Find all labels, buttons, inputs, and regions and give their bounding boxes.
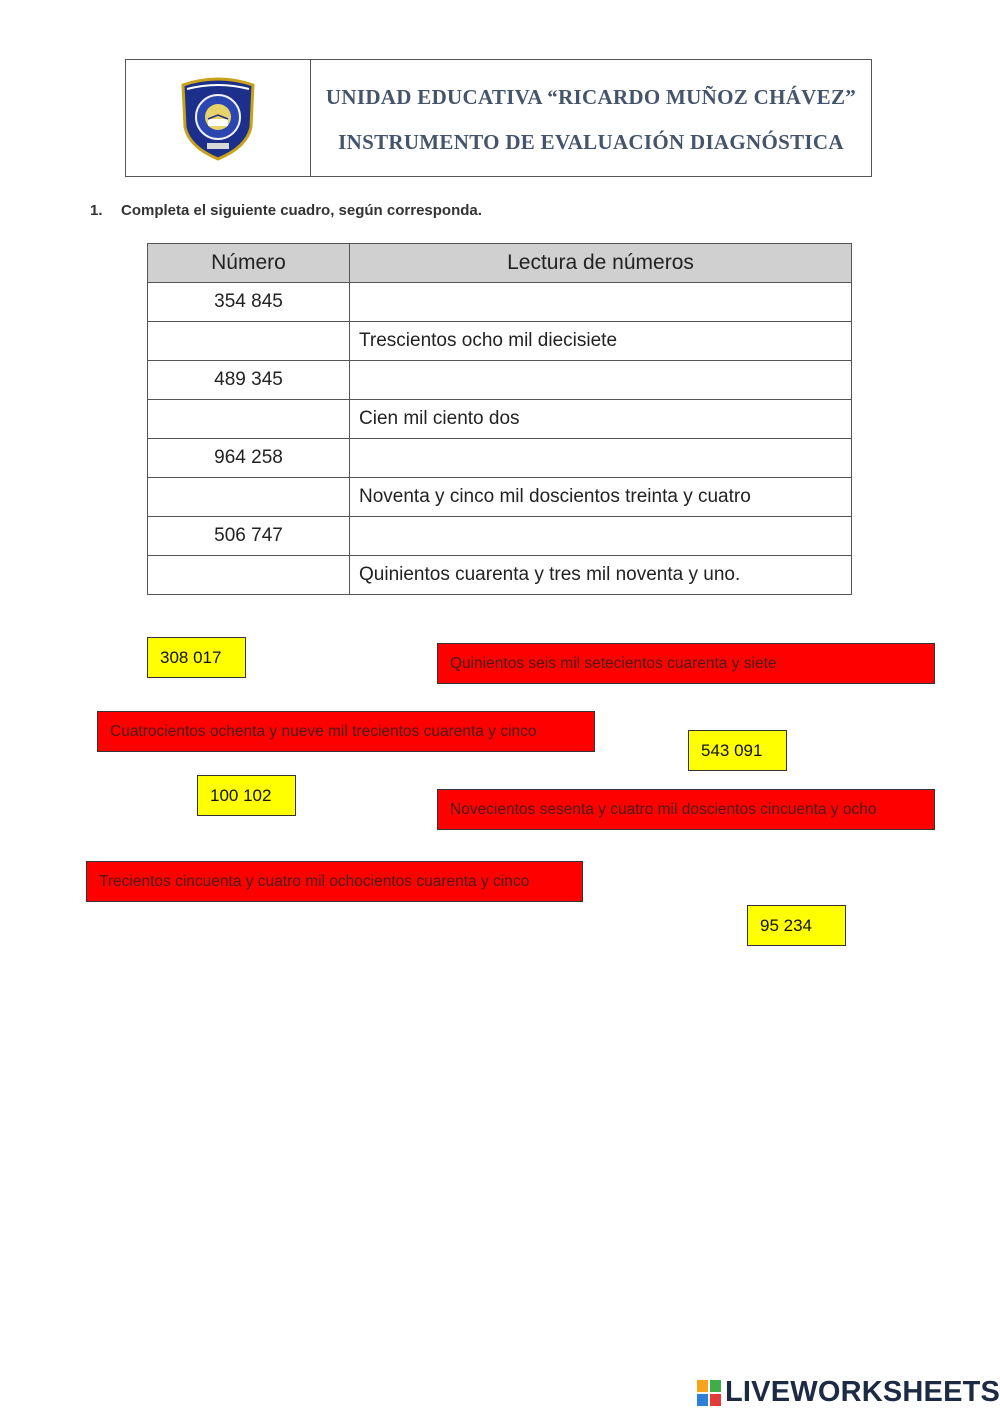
number-chip[interactable]: 95 234 <box>747 905 846 946</box>
brand-text: LIVEWORKSHEETS <box>725 1376 1000 1408</box>
header-number: Número <box>148 244 350 283</box>
number-chip[interactable]: 543 091 <box>688 730 787 771</box>
reading-cell[interactable] <box>350 361 852 400</box>
reading-chip[interactable]: Novecientos sesenta y cuatro mil doscientos cincuenta y ocho <box>437 789 935 830</box>
document-header <box>125 59 872 177</box>
instruction <box>90 202 482 219</box>
number-cell[interactable]: 964 258 <box>148 439 350 478</box>
table-row <box>148 283 852 322</box>
school-crest-icon <box>177 75 259 161</box>
instrument-title: INSTRUMENTO DE EVALUACIÓN DIAGNÓSTICA <box>338 130 844 154</box>
instruction-text: Completa el siguiente cuadro, según corresponda. <box>121 202 482 219</box>
liveworksheets-logo-icon <box>697 1380 721 1406</box>
number-cell[interactable]: 354 845 <box>148 283 350 322</box>
reading-cell[interactable]: Noventa y cinco mil doscientos treinta y cuatro <box>350 478 852 517</box>
table-header-row <box>148 244 852 283</box>
number-chip[interactable]: 308 017 <box>147 637 246 678</box>
table-row <box>148 322 852 361</box>
table-row <box>148 556 852 595</box>
number-cell[interactable] <box>148 478 350 517</box>
number-cell[interactable] <box>148 556 350 595</box>
header-reading: Lectura de números <box>350 244 852 283</box>
table-row <box>148 478 852 517</box>
reading-chip[interactable]: Trecientos cincuenta y cuatro mil ochocientos cuarenta y cinco <box>86 861 583 902</box>
reading-cell[interactable] <box>350 283 852 322</box>
table-row <box>148 439 852 478</box>
number-cell[interactable]: 489 345 <box>148 361 350 400</box>
reading-chip[interactable]: Cuatrocientos ochenta y nueve mil trecientos cuarenta y cinco <box>97 711 595 752</box>
liveworksheets-brand[interactable] <box>697 1376 1000 1409</box>
reading-cell[interactable] <box>350 439 852 478</box>
reading-cell[interactable]: Cien mil ciento dos <box>350 400 852 439</box>
reading-cell[interactable] <box>350 517 852 556</box>
reading-cell[interactable]: Quinientos cuarenta y tres mil noventa y uno. <box>350 556 852 595</box>
table-row <box>148 400 852 439</box>
number-cell[interactable]: 506 747 <box>148 517 350 556</box>
number-chip[interactable]: 100 102 <box>197 775 296 816</box>
logo-cell <box>126 60 311 176</box>
reading-cell[interactable]: Trescientos ocho mil diecisiete <box>350 322 852 361</box>
title-cell <box>311 60 871 176</box>
numbers-table <box>147 243 852 595</box>
school-name: UNIDAD EDUCATIVA “RICARDO MUÑOZ CHÁVEZ” <box>325 85 857 109</box>
table-row <box>148 517 852 556</box>
number-cell[interactable] <box>148 400 350 439</box>
number-cell[interactable] <box>148 322 350 361</box>
instruction-number: 1. <box>90 202 103 219</box>
reading-chip[interactable]: Quinientos seis mil setecientos cuarenta y siete <box>437 643 935 684</box>
table-row <box>148 361 852 400</box>
